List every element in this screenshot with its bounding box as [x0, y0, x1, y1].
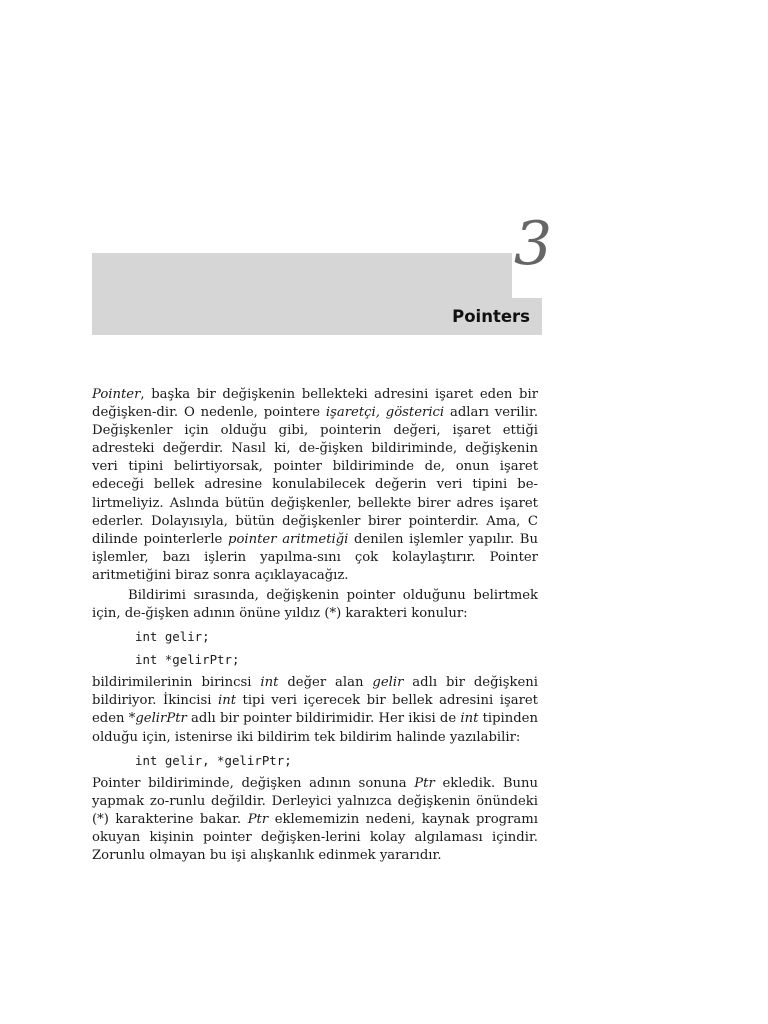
code-line-3: int gelir, *gelirPtr; — [135, 752, 292, 768]
term-ptr: Ptr — [247, 811, 269, 827]
code-line-2: int *gelirPtr; — [135, 652, 240, 668]
code-line-1: int gelir; — [135, 629, 210, 645]
chapter-number: 3 — [513, 209, 552, 279]
chapter-body — [92, 386, 538, 865]
term-int: int — [460, 711, 479, 727]
term-isaretci: işaretçi, gösterici — [325, 405, 445, 421]
text-run: ekledik. Bunu yapmak zo-runlu değildir. Derleyici yalnızca değişkenin önündeki (*) karakterine bakar. — [92, 775, 538, 827]
paragraph-naming — [92, 775, 538, 865]
text-run: Pointer bildiriminde, değişken adının sonuna — [92, 775, 415, 791]
text-run: adlı bir pointer bildirimidir. Her ikisi de — [186, 711, 461, 727]
text-run: bildirimilerinin birincsi — [92, 675, 261, 691]
text-run: adlı bir değişkeni bildiriyor. İkincisi — [92, 675, 538, 709]
chapter-title: Pointers — [452, 307, 530, 326]
term-pointer: Pointer — [92, 387, 141, 402]
text-run: tipinden olduğu için, istenirse iki bildirim tek bildirim halinde yazılabilir: — [92, 711, 538, 745]
paragraph-declaration: Bildirimi sırasında, değişkenin pointer olduğunu belirtmek için, de-ğişken adının önüne yıldız (*) karakteri konulur: — [92, 588, 538, 622]
text-run: eklememizin nedeni, kaynak programı okuyan kişinin pointer değişken-lerini kolay algılaması içindir. Zorunlu olmayan bu işi alışkanlık edinmek yararıdır. — [92, 811, 538, 863]
paragraph-intro — [92, 386, 538, 585]
text-run: adları verilir. Değişkenler için olduğu gibi, pointerin değeri, işaret ettiği adresteki değerdir. Nasıl ki, de-ğişken bildiriminde, değişkenin veri tipini belirtiyorsak, pointer bildiriminde de, onun işaret edeceği bellek adresine konulabilecek değerin veri tipini be-lirtmeliyiz. Aslında bütün değişkenler, bellekte birer adres işaret ederler. Dolayısıyla, bütün değişkenler birer pointerdir. Ama, C dilinde pointerlerle — [92, 405, 539, 547]
term-gelirptr: *gelirPtr — [128, 711, 187, 727]
term-ptr: Ptr — [414, 775, 435, 791]
paragraph-explanation — [92, 674, 538, 746]
term-int: int — [260, 675, 279, 691]
term-pointer-aritmetigi: pointer aritmetiği — [228, 531, 349, 547]
text-run: , başka bir değişkenin bellekteki adresini işaret eden bir değişken-dir. O nedenle, pointere — [92, 387, 538, 421]
text-run: denilen işlemler yapılır. Bu işlemler, bazı işlerin yapılma-sını çok kolaylaştırır. Pointer aritmetiğini biraz sonra açıklayacağız. — [92, 531, 538, 583]
text-run: tipi veri içerecek bir bellek adresini işaret eden — [92, 693, 538, 727]
text-run: değer alan — [278, 675, 373, 691]
term-gelir: gelir — [372, 675, 404, 691]
term-int: int — [218, 693, 237, 709]
